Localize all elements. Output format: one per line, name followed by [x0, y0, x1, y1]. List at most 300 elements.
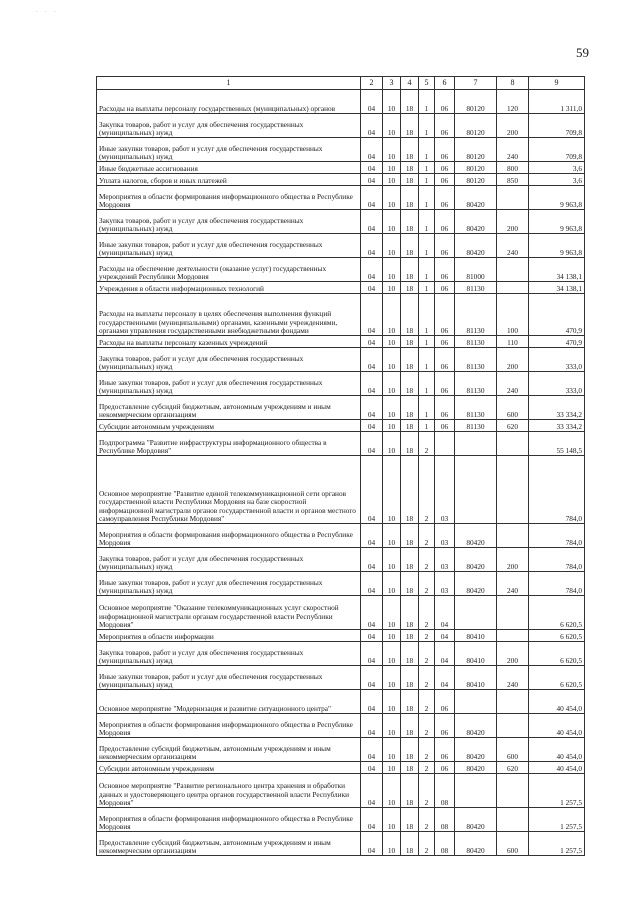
row-code-cell: 81130: [455, 396, 497, 420]
row-code-cell: 80420: [455, 738, 497, 762]
table-row: [97, 596, 585, 630]
row-code-cell: 04: [361, 666, 383, 690]
row-code-cell: 04: [361, 294, 383, 336]
row-code-cell: 120: [497, 90, 529, 114]
row-code-cell: 18: [401, 596, 419, 630]
row-name-cell: Подпрограмма "Развитие инфраструктуры информационного общества в Республике Мордовия": [97, 432, 361, 456]
row-code-cell: 1: [419, 210, 435, 234]
row-code-cell: 06: [435, 348, 455, 372]
row-code-cell: 200: [497, 348, 529, 372]
row-code-cell: 10: [383, 524, 401, 548]
row-code-cell: 04: [361, 762, 383, 774]
table-row: [97, 630, 585, 642]
row-code-cell: 04: [361, 738, 383, 762]
row-code-cell: 06: [435, 162, 455, 174]
row-code-cell: 06: [435, 420, 455, 432]
row-code-cell: 06: [435, 738, 455, 762]
row-code-cell: 04: [361, 258, 383, 282]
row-code-cell: 18: [401, 396, 419, 420]
row-amount-cell: 1 257,5: [529, 808, 585, 832]
table-row: [97, 282, 585, 294]
row-code-cell: 18: [401, 348, 419, 372]
row-code-cell: 2: [419, 808, 435, 832]
row-code-cell: 18: [401, 294, 419, 336]
scan-speck: . . .: [36, 8, 59, 14]
table-row: [97, 114, 585, 138]
row-code-cell: 18: [401, 336, 419, 348]
row-code-cell: 18: [401, 774, 419, 808]
table-row: [97, 138, 585, 162]
table-row: [97, 456, 585, 524]
row-code-cell: [455, 690, 497, 714]
row-code-cell: 04: [435, 596, 455, 630]
row-code-cell: 03: [435, 456, 455, 524]
row-code-cell: 18: [401, 420, 419, 432]
row-code-cell: 1: [419, 186, 435, 210]
row-name-cell: Основное мероприятие "Модернизация и развитие ситуационного центра": [97, 690, 361, 714]
row-code-cell: 1: [419, 90, 435, 114]
row-code-cell: [497, 282, 529, 294]
row-code-cell: 06: [435, 174, 455, 186]
row-code-cell: 10: [383, 666, 401, 690]
table-row: [97, 524, 585, 548]
row-code-cell: 04: [361, 90, 383, 114]
row-name-cell: Иные закупки товаров, работ и услуг для обеспечения государственных (муниципальных) нужд: [97, 372, 361, 396]
row-code-cell: 10: [383, 396, 401, 420]
row-code-cell: 04: [361, 630, 383, 642]
row-code-cell: 10: [383, 336, 401, 348]
row-code-cell: 10: [383, 210, 401, 234]
table-row: [97, 294, 585, 336]
row-code-cell: 08: [435, 774, 455, 808]
table-row: [97, 714, 585, 738]
table-row: [97, 690, 585, 714]
row-amount-cell: 40 454,0: [529, 690, 585, 714]
row-code-cell: [497, 456, 529, 524]
row-code-cell: 06: [435, 294, 455, 336]
table-row: [97, 808, 585, 832]
row-code-cell: 08: [435, 808, 455, 832]
row-code-cell: 10: [383, 282, 401, 294]
row-code-cell: 04: [361, 774, 383, 808]
row-code-cell: 04: [435, 630, 455, 642]
row-amount-cell: 6 620,5: [529, 630, 585, 642]
table-header-row: [97, 77, 585, 90]
row-code-cell: 240: [497, 234, 529, 258]
row-code-cell: 10: [383, 258, 401, 282]
row-name-cell: Закупка товаров, работ и услуг для обеспечения государственных (муниципальных) нужд: [97, 348, 361, 372]
row-code-cell: 04: [361, 174, 383, 186]
row-code-cell: 18: [401, 234, 419, 258]
row-code-cell: 06: [435, 114, 455, 138]
row-code-cell: 80420: [455, 210, 497, 234]
row-name-cell: Закупка товаров, работ и услуг для обеспечения государственных (муниципальных) нужд: [97, 548, 361, 572]
row-code-cell: 2: [419, 456, 435, 524]
row-code-cell: 06: [435, 258, 455, 282]
table-row: [97, 548, 585, 572]
row-code-cell: 80420: [455, 186, 497, 210]
row-code-cell: 18: [401, 738, 419, 762]
row-code-cell: 06: [435, 690, 455, 714]
row-name-cell: Основное мероприятие "Развитие единой телекоммуникационной сети органов государственной власти Республики Мордовия на базе скоростной информационной магистрали органов государственной власти и органов местного самоуправления Республики Мордовия": [97, 456, 361, 524]
row-name-cell: Расходы на выплаты персоналу в целях обеспечения выполнения функций государственными (муниципальными) органами, казенными учреждениями, органами управления государственными внебюджетными фондами: [97, 294, 361, 336]
row-code-cell: 18: [401, 524, 419, 548]
header-cell: 9: [529, 77, 585, 90]
row-code-cell: 06: [435, 336, 455, 348]
row-name-cell: Закупка товаров, работ и услуг для обеспечения государственных (муниципальных) нужд: [97, 210, 361, 234]
row-code-cell: 81130: [455, 282, 497, 294]
row-code-cell: 04: [361, 114, 383, 138]
row-amount-cell: 709,8: [529, 114, 585, 138]
row-code-cell: 1: [419, 420, 435, 432]
row-code-cell: 18: [401, 114, 419, 138]
page-number: 59: [576, 45, 589, 60]
row-amount-cell: 6 620,5: [529, 596, 585, 630]
row-code-cell: 18: [401, 90, 419, 114]
table-row: [97, 90, 585, 114]
row-amount-cell: 470,9: [529, 294, 585, 336]
row-code-cell: 600: [497, 832, 529, 856]
row-code-cell: 06: [435, 714, 455, 738]
row-code-cell: [497, 630, 529, 642]
row-name-cell: Уплата налогов, сборов и иных платежей: [97, 174, 361, 186]
row-code-cell: 04: [361, 282, 383, 294]
row-code-cell: 04: [361, 348, 383, 372]
row-code-cell: 110: [497, 336, 529, 348]
row-code-cell: 800: [497, 162, 529, 174]
row-name-cell: Иные бюджетные ассигнования: [97, 162, 361, 174]
row-code-cell: 03: [435, 572, 455, 596]
table-row: [97, 186, 585, 210]
row-code-cell: 04: [435, 642, 455, 666]
row-amount-cell: 9 963,8: [529, 234, 585, 258]
row-code-cell: 18: [401, 174, 419, 186]
row-code-cell: 18: [401, 548, 419, 572]
row-code-cell: [497, 258, 529, 282]
row-code-cell: 04: [361, 690, 383, 714]
row-name-cell: Расходы на выплаты персоналу государственных (муниципальных) органов: [97, 90, 361, 114]
row-code-cell: 1: [419, 348, 435, 372]
row-code-cell: 18: [401, 456, 419, 524]
row-name-cell: Мероприятия в области информации: [97, 630, 361, 642]
row-code-cell: 620: [497, 420, 529, 432]
row-code-cell: 18: [401, 690, 419, 714]
row-code-cell: 2: [419, 832, 435, 856]
row-code-cell: 10: [383, 762, 401, 774]
row-code-cell: 200: [497, 114, 529, 138]
row-code-cell: 81130: [455, 336, 497, 348]
row-code-cell: 18: [401, 630, 419, 642]
row-code-cell: 18: [401, 642, 419, 666]
row-name-cell: Предоставление субсидий бюджетным, автономным учреждениям и иным некоммерческим организациям: [97, 738, 361, 762]
row-code-cell: 10: [383, 548, 401, 572]
row-code-cell: 06: [435, 138, 455, 162]
row-code-cell: 04: [361, 420, 383, 432]
row-code-cell: 80420: [455, 808, 497, 832]
row-code-cell: 18: [401, 808, 419, 832]
row-amount-cell: 34 138,1: [529, 258, 585, 282]
row-code-cell: 2: [419, 630, 435, 642]
row-code-cell: 04: [361, 162, 383, 174]
table-row: [97, 258, 585, 282]
row-code-cell: [497, 808, 529, 832]
row-code-cell: 850: [497, 174, 529, 186]
row-code-cell: 10: [383, 432, 401, 456]
row-code-cell: 10: [383, 738, 401, 762]
row-code-cell: 10: [383, 420, 401, 432]
row-code-cell: 80120: [455, 138, 497, 162]
row-code-cell: 04: [361, 548, 383, 572]
row-code-cell: 81000: [455, 258, 497, 282]
row-code-cell: 80420: [455, 572, 497, 596]
row-code-cell: 80120: [455, 162, 497, 174]
row-amount-cell: 784,0: [529, 572, 585, 596]
row-code-cell: 80410: [455, 642, 497, 666]
row-code-cell: 1: [419, 234, 435, 258]
row-code-cell: 18: [401, 258, 419, 282]
row-code-cell: 04: [361, 396, 383, 420]
row-code-cell: 10: [383, 774, 401, 808]
row-code-cell: 10: [383, 714, 401, 738]
row-code-cell: 81130: [455, 420, 497, 432]
row-name-cell: Иные закупки товаров, работ и услуг для обеспечения государственных (муниципальных) нужд: [97, 572, 361, 596]
row-code-cell: [497, 432, 529, 456]
row-code-cell: 1: [419, 174, 435, 186]
row-amount-cell: 1 311,0: [529, 90, 585, 114]
row-code-cell: 04: [361, 432, 383, 456]
row-code-cell: 18: [401, 432, 419, 456]
table-row: [97, 832, 585, 856]
row-amount-cell: 33 334,2: [529, 396, 585, 420]
table-row: [97, 420, 585, 432]
row-code-cell: [497, 524, 529, 548]
row-code-cell: 1: [419, 294, 435, 336]
table-row: [97, 336, 585, 348]
header-cell: 7: [455, 77, 497, 90]
row-name-cell: Иные закупки товаров, работ и услуг для обеспечения государственных (муниципальных) нужд: [97, 666, 361, 690]
row-code-cell: 2: [419, 596, 435, 630]
row-code-cell: 240: [497, 572, 529, 596]
row-code-cell: 2: [419, 432, 435, 456]
row-code-cell: 80420: [455, 832, 497, 856]
row-code-cell: 80420: [455, 524, 497, 548]
row-code-cell: 2: [419, 666, 435, 690]
row-name-cell: Мероприятия в области формирования информационного общества в Республике Мордовия: [97, 186, 361, 210]
row-name-cell: Субсидии автономным учреждениям: [97, 420, 361, 432]
table-row: [97, 762, 585, 774]
row-amount-cell: 784,0: [529, 548, 585, 572]
row-name-cell: Иные закупки товаров, работ и услуг для обеспечения государственных (муниципальных) нужд: [97, 138, 361, 162]
row-code-cell: 1: [419, 282, 435, 294]
row-amount-cell: 1 257,5: [529, 774, 585, 808]
row-code-cell: 18: [401, 762, 419, 774]
row-name-cell: Расходы на выплаты персоналу казенных учреждений: [97, 336, 361, 348]
row-code-cell: 80120: [455, 90, 497, 114]
row-name-cell: Учреждения в области информационных технологий: [97, 282, 361, 294]
header-cell: 2: [361, 77, 383, 90]
row-amount-cell: 9 963,8: [529, 210, 585, 234]
row-code-cell: 200: [497, 642, 529, 666]
table-row: [97, 572, 585, 596]
row-name-cell: Закупка товаров, работ и услуг для обеспечения государственных (муниципальных) нужд: [97, 114, 361, 138]
row-code-cell: 600: [497, 738, 529, 762]
row-name-cell: Закупка товаров, работ и услуг для обеспечения государственных (муниципальных) нужд: [97, 642, 361, 666]
row-name-cell: Мероприятия в области формирования информационного общества в Республике Мордовия: [97, 808, 361, 832]
header-cell: 4: [401, 77, 419, 90]
row-code-cell: 18: [401, 572, 419, 596]
row-code-cell: 1: [419, 372, 435, 396]
row-code-cell: 10: [383, 456, 401, 524]
table-row: [97, 738, 585, 762]
row-code-cell: 240: [497, 666, 529, 690]
row-code-cell: [497, 690, 529, 714]
row-code-cell: 04: [361, 372, 383, 396]
row-code-cell: 04: [361, 808, 383, 832]
row-code-cell: [455, 432, 497, 456]
row-code-cell: 10: [383, 162, 401, 174]
row-code-cell: 80420: [455, 234, 497, 258]
row-code-cell: 240: [497, 372, 529, 396]
row-amount-cell: 6 620,5: [529, 642, 585, 666]
row-amount-cell: 40 454,0: [529, 714, 585, 738]
row-code-cell: 80120: [455, 114, 497, 138]
row-code-cell: [455, 456, 497, 524]
row-code-cell: 10: [383, 138, 401, 162]
row-code-cell: 80410: [455, 630, 497, 642]
row-code-cell: 06: [435, 90, 455, 114]
row-code-cell: 10: [383, 596, 401, 630]
row-code-cell: 100: [497, 294, 529, 336]
row-name-cell: Основное мероприятие "Оказание телекоммуникационных услуг скоростной информационной магистрали органам государственной власти Республики Мордовия": [97, 596, 361, 630]
row-code-cell: 2: [419, 548, 435, 572]
row-code-cell: 2: [419, 714, 435, 738]
row-code-cell: 18: [401, 714, 419, 738]
table-row: [97, 174, 585, 186]
row-code-cell: 80410: [455, 666, 497, 690]
row-code-cell: [497, 186, 529, 210]
row-name-cell: Расходы на обеспечение деятельности (оказание услуг) государственных учреждений Республики Мордовия: [97, 258, 361, 282]
row-code-cell: [435, 432, 455, 456]
row-amount-cell: 9 963,8: [529, 186, 585, 210]
header-cell: 8: [497, 77, 529, 90]
header-cell: 1: [97, 77, 361, 90]
row-code-cell: 06: [435, 282, 455, 294]
row-code-cell: 200: [497, 210, 529, 234]
row-code-cell: 81130: [455, 348, 497, 372]
row-code-cell: 200: [497, 548, 529, 572]
row-amount-cell: 470,9: [529, 336, 585, 348]
row-code-cell: 1: [419, 138, 435, 162]
row-code-cell: 10: [383, 690, 401, 714]
row-code-cell: 10: [383, 348, 401, 372]
row-code-cell: 03: [435, 548, 455, 572]
row-code-cell: 2: [419, 738, 435, 762]
table-row: [97, 348, 585, 372]
row-amount-cell: 55 148,5: [529, 432, 585, 456]
row-code-cell: 18: [401, 666, 419, 690]
row-amount-cell: 6 620,5: [529, 666, 585, 690]
row-code-cell: 10: [383, 642, 401, 666]
row-amount-cell: 784,0: [529, 524, 585, 548]
row-amount-cell: 33 334,2: [529, 420, 585, 432]
header-cell: 6: [435, 77, 455, 90]
row-code-cell: 81130: [455, 294, 497, 336]
row-code-cell: 04: [361, 336, 383, 348]
row-code-cell: 04: [361, 832, 383, 856]
row-code-cell: [497, 714, 529, 738]
row-code-cell: 06: [435, 762, 455, 774]
row-code-cell: 18: [401, 210, 419, 234]
row-code-cell: 04: [361, 234, 383, 258]
row-code-cell: 04: [435, 666, 455, 690]
row-code-cell: 2: [419, 524, 435, 548]
row-code-cell: 18: [401, 162, 419, 174]
row-code-cell: 600: [497, 396, 529, 420]
row-code-cell: [455, 596, 497, 630]
row-code-cell: 04: [361, 186, 383, 210]
row-amount-cell: 784,0: [529, 456, 585, 524]
row-code-cell: 06: [435, 210, 455, 234]
row-code-cell: 06: [435, 372, 455, 396]
row-amount-cell: 40 454,0: [529, 762, 585, 774]
row-code-cell: [497, 774, 529, 808]
row-amount-cell: 333,0: [529, 372, 585, 396]
row-code-cell: 10: [383, 630, 401, 642]
row-code-cell: 03: [435, 524, 455, 548]
row-code-cell: 10: [383, 186, 401, 210]
budget-table: [96, 76, 585, 856]
row-code-cell: 10: [383, 294, 401, 336]
row-code-cell: 620: [497, 762, 529, 774]
table-row: [97, 234, 585, 258]
row-code-cell: 04: [361, 210, 383, 234]
row-code-cell: 1: [419, 396, 435, 420]
row-code-cell: 10: [383, 174, 401, 186]
row-code-cell: 80420: [455, 762, 497, 774]
table-row: [97, 162, 585, 174]
row-code-cell: 10: [383, 234, 401, 258]
row-code-cell: 2: [419, 774, 435, 808]
row-amount-cell: 1 257,5: [529, 832, 585, 856]
row-code-cell: 06: [435, 396, 455, 420]
row-code-cell: 04: [361, 138, 383, 162]
row-code-cell: 06: [435, 186, 455, 210]
row-code-cell: 80420: [455, 714, 497, 738]
row-code-cell: 04: [361, 596, 383, 630]
table-row: [97, 210, 585, 234]
row-name-cell: Иные закупки товаров, работ и услуг для обеспечения государственных (муниципальных) нужд: [97, 234, 361, 258]
row-name-cell: Мероприятия в области формирования информационного общества в Республике Мордовия: [97, 714, 361, 738]
row-code-cell: 18: [401, 138, 419, 162]
row-amount-cell: 333,0: [529, 348, 585, 372]
row-code-cell: 18: [401, 832, 419, 856]
row-code-cell: 04: [361, 714, 383, 738]
row-code-cell: 2: [419, 642, 435, 666]
table-row: [97, 432, 585, 456]
row-code-cell: 04: [361, 572, 383, 596]
row-code-cell: 1: [419, 336, 435, 348]
table-row: [97, 774, 585, 808]
row-name-cell: Предоставление субсидий бюджетным, автономным учреждениям и иным некоммерческим организациям: [97, 832, 361, 856]
row-code-cell: 240: [497, 138, 529, 162]
row-code-cell: 18: [401, 186, 419, 210]
row-code-cell: 06: [435, 234, 455, 258]
row-code-cell: 80120: [455, 174, 497, 186]
row-code-cell: 10: [383, 808, 401, 832]
table-row: [97, 642, 585, 666]
row-code-cell: 1: [419, 114, 435, 138]
row-code-cell: 04: [361, 456, 383, 524]
